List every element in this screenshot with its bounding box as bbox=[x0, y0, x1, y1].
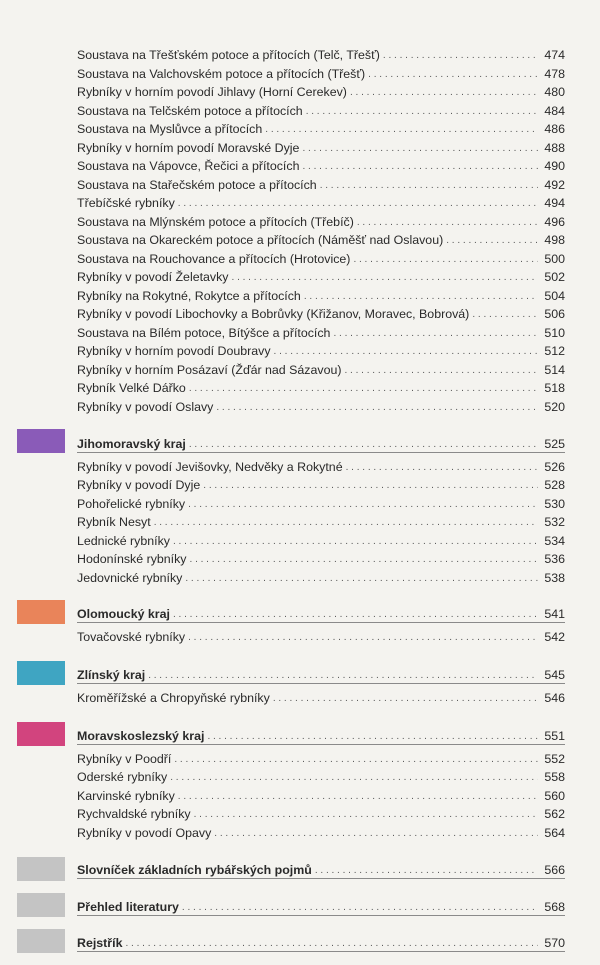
toc-section-heading[interactable] bbox=[77, 897, 565, 916]
toc-entry[interactable] bbox=[77, 475, 565, 493]
toc-entry-page: 500 bbox=[544, 252, 565, 266]
leader-dots bbox=[125, 937, 538, 951]
toc-entry-page: 492 bbox=[544, 178, 565, 192]
leader-dots bbox=[170, 771, 538, 785]
leader-dots bbox=[304, 290, 538, 304]
toc-entry-title: Třebíčské rybníky bbox=[77, 196, 175, 210]
region-color-swatch-jihomoravsky bbox=[17, 429, 65, 453]
toc-entry[interactable] bbox=[77, 688, 565, 706]
toc-entry-page: 560 bbox=[544, 789, 565, 803]
toc-entry-page: 512 bbox=[544, 344, 565, 358]
toc-entry[interactable] bbox=[77, 82, 565, 100]
toc-entry-page: 490 bbox=[544, 159, 565, 173]
toc-entry[interactable] bbox=[77, 767, 565, 785]
leader-dots bbox=[154, 516, 538, 530]
toc-entry-page: 486 bbox=[544, 122, 565, 136]
toc-entry[interactable] bbox=[77, 101, 565, 119]
leader-dots bbox=[265, 123, 538, 137]
toc-section-heading[interactable] bbox=[77, 726, 565, 745]
toc-section-heading[interactable] bbox=[77, 604, 565, 623]
toc-section-page: 541 bbox=[544, 607, 565, 621]
leader-dots bbox=[333, 327, 538, 341]
toc-entry-title: Soustava na Třešťském potoce a přítocích (Telč, Třešť) bbox=[77, 48, 380, 62]
toc-entry-title: Soustava na Myslůvce a přítocích bbox=[77, 122, 263, 136]
leader-dots bbox=[173, 608, 538, 622]
leader-dots bbox=[315, 864, 538, 878]
leader-dots bbox=[306, 105, 538, 119]
toc-entry-page: 534 bbox=[544, 534, 565, 548]
toc-section-heading[interactable] bbox=[77, 933, 565, 952]
toc-entry[interactable] bbox=[77, 397, 565, 415]
toc-entry-page: 514 bbox=[544, 363, 565, 377]
toc-entry[interactable] bbox=[77, 267, 565, 285]
toc-section-page: 551 bbox=[544, 729, 565, 743]
toc-entry[interactable] bbox=[77, 804, 565, 822]
toc-entry-title: Rybníky v horním Posázaví (Žďár nad Sázavou) bbox=[77, 363, 342, 377]
section-color-swatch-literature bbox=[17, 893, 65, 917]
toc-section-page: 545 bbox=[544, 668, 565, 682]
toc-entry-page: 502 bbox=[544, 270, 565, 284]
toc-entry-page: 494 bbox=[544, 196, 565, 210]
leader-dots bbox=[273, 692, 538, 706]
leader-dots bbox=[194, 808, 538, 822]
toc-entry-page: 536 bbox=[544, 552, 565, 566]
toc-entry-page: 530 bbox=[544, 497, 565, 511]
toc-entry-title: Lednické rybníky bbox=[77, 534, 170, 548]
toc-entry-title: Soustava na Bílém potoce, Bítýšce a přítocích bbox=[77, 326, 331, 340]
leader-dots bbox=[203, 479, 538, 493]
toc-entry-page: 504 bbox=[544, 289, 565, 303]
toc-entry[interactable] bbox=[77, 175, 565, 193]
toc-entry-title: Rybníky v povodí Želetavky bbox=[77, 270, 229, 284]
toc-section-title: Slovníček základních rybářských pojmů bbox=[77, 863, 312, 877]
toc-entry-page: 510 bbox=[544, 326, 565, 340]
toc-section-page: 568 bbox=[544, 900, 565, 914]
toc-entry-page: 488 bbox=[544, 141, 565, 155]
toc-section-heading[interactable] bbox=[77, 434, 565, 453]
toc-entry-title: Rybníky v povodí Oslavy bbox=[77, 400, 214, 414]
leader-dots bbox=[472, 308, 538, 322]
toc-entry-title: Rybníky v povodí Opavy bbox=[77, 826, 212, 840]
toc-entry-title: Rybník Velké Dářko bbox=[77, 381, 186, 395]
toc-section-heading[interactable] bbox=[77, 860, 565, 879]
leader-dots bbox=[350, 86, 538, 100]
toc-entry-page: 496 bbox=[544, 215, 565, 229]
toc-entry-title: Rybníky v Poodří bbox=[77, 752, 172, 766]
toc-entry-title: Oderské rybníky bbox=[77, 770, 168, 784]
leader-dots bbox=[173, 535, 538, 549]
leader-dots bbox=[302, 142, 538, 156]
toc-entry-title: Rybníky v povodí Libochovky a Bobrůvky (Křižanov, Moravec, Bobrová) bbox=[77, 307, 470, 321]
toc-entry-page: 564 bbox=[544, 826, 565, 840]
toc-entry-page: 542 bbox=[544, 630, 565, 644]
toc-entry[interactable] bbox=[77, 304, 565, 322]
leader-dots bbox=[320, 179, 538, 193]
toc-entry[interactable] bbox=[77, 378, 565, 396]
leader-dots bbox=[189, 382, 538, 396]
leader-dots bbox=[353, 253, 538, 267]
leader-dots bbox=[185, 572, 538, 586]
toc-entry-title: Soustava na Vápovce, Řečici a přítocích bbox=[77, 159, 300, 173]
toc-entry-page: 532 bbox=[544, 515, 565, 529]
leader-dots bbox=[207, 730, 538, 744]
toc-entry-title: Kroměřížské a Chropyňské rybníky bbox=[77, 691, 270, 705]
toc-entry[interactable] bbox=[77, 64, 565, 82]
toc-section-title: Zlínský kraj bbox=[77, 668, 146, 682]
region-color-swatch-moravskoslezsky bbox=[17, 722, 65, 746]
leader-dots bbox=[216, 401, 538, 415]
toc-entry-page: 480 bbox=[544, 85, 565, 99]
leader-dots bbox=[302, 160, 538, 174]
toc-entry-title: Soustava na Stařečském potoce a přítocích bbox=[77, 178, 317, 192]
toc-section-page: 525 bbox=[544, 437, 565, 451]
toc-entry-title: Soustava na Okareckém potoce a přítocích (Náměšť nad Oslavou) bbox=[77, 233, 444, 247]
leader-dots bbox=[182, 901, 538, 915]
leader-dots bbox=[368, 68, 538, 82]
toc-entry[interactable] bbox=[77, 786, 565, 804]
toc-entry-title: Rychvaldské rybníky bbox=[77, 807, 191, 821]
toc-section-page: 570 bbox=[544, 936, 565, 950]
toc-entry[interactable] bbox=[77, 286, 565, 304]
toc-entry[interactable] bbox=[77, 323, 565, 341]
leader-dots bbox=[446, 234, 538, 248]
toc-section-title: Rejstřík bbox=[77, 936, 123, 950]
toc-entry-page: 562 bbox=[544, 807, 565, 821]
toc-section-heading[interactable] bbox=[77, 665, 565, 684]
toc-entry-title: Soustava na Mlýnském potoce a přítocích (Třebíč) bbox=[77, 215, 354, 229]
toc-entry[interactable] bbox=[77, 823, 565, 841]
toc-entry[interactable] bbox=[77, 230, 565, 248]
toc-entry-title: Rybníky v povodí Jevišovky, Nedvěky a Rokytné bbox=[77, 460, 343, 474]
toc-entry-page: 526 bbox=[544, 460, 565, 474]
toc-entry-page: 538 bbox=[544, 571, 565, 585]
toc-entry-page: 518 bbox=[544, 381, 565, 395]
toc-entry-title: Rybníky v horním povodí Jihlavy (Horní Cerekev) bbox=[77, 85, 347, 99]
section-color-swatch-index bbox=[17, 929, 65, 953]
toc-section-title: Olomoucký kraj bbox=[77, 607, 170, 621]
toc-entry[interactable] bbox=[77, 549, 565, 567]
section-color-swatch-glossary bbox=[17, 857, 65, 881]
leader-dots bbox=[274, 345, 538, 359]
leader-dots bbox=[232, 271, 538, 285]
leader-dots bbox=[346, 461, 538, 475]
toc-entry-title: Rybníky v horním povodí Doubravy bbox=[77, 344, 271, 358]
leader-dots bbox=[190, 553, 538, 567]
leader-dots bbox=[174, 753, 538, 767]
region-color-swatch-zlinsky bbox=[17, 661, 65, 685]
toc-entry[interactable] bbox=[77, 341, 565, 359]
toc-section-title: Moravskoslezský kraj bbox=[77, 729, 205, 743]
toc-entry[interactable] bbox=[77, 156, 565, 174]
toc-entry-page: 498 bbox=[544, 233, 565, 247]
leader-dots bbox=[345, 364, 539, 378]
toc-entry-page: 484 bbox=[544, 104, 565, 118]
leader-dots bbox=[178, 790, 538, 804]
toc-entry-title: Soustava na Rouchovance a přítocích (Hrotovice) bbox=[77, 252, 351, 266]
toc-entry[interactable] bbox=[77, 119, 565, 137]
toc-entry[interactable] bbox=[77, 360, 565, 378]
toc-entry[interactable] bbox=[77, 568, 565, 586]
toc-entry[interactable] bbox=[77, 249, 565, 267]
toc-entry-title: Karvinské rybníky bbox=[77, 789, 175, 803]
toc-entry[interactable] bbox=[77, 494, 565, 512]
leader-dots bbox=[383, 49, 538, 63]
toc-entry-title: Pohořelické rybníky bbox=[77, 497, 186, 511]
toc-entry[interactable] bbox=[77, 457, 565, 475]
toc-entry-title: Soustava na Valchovském potoce a přítocích (Třešť) bbox=[77, 67, 366, 81]
toc-entry-title: Rybníky na Rokytné, Rokytce a přítocích bbox=[77, 289, 301, 303]
toc-entry-page: 528 bbox=[544, 478, 565, 492]
toc-entry-page: 552 bbox=[544, 752, 565, 766]
toc-entry[interactable] bbox=[77, 138, 565, 156]
toc-entry[interactable] bbox=[77, 45, 565, 63]
toc-section-page: 566 bbox=[544, 863, 565, 877]
toc-entry-page: 520 bbox=[544, 400, 565, 414]
leader-dots bbox=[148, 669, 538, 683]
toc-section-title: Jihomoravský kraj bbox=[77, 437, 186, 451]
toc-entry[interactable] bbox=[77, 212, 565, 230]
toc-entry-page: 558 bbox=[544, 770, 565, 784]
toc-entry-title: Tovačovské rybníky bbox=[77, 630, 186, 644]
toc-entry-title: Rybník Nesyt bbox=[77, 515, 151, 529]
toc-entry-page: 506 bbox=[544, 307, 565, 321]
toc-entry-page: 478 bbox=[544, 67, 565, 81]
toc-entry-page: 546 bbox=[544, 691, 565, 705]
toc-entry-title: Hodonínské rybníky bbox=[77, 552, 187, 566]
leader-dots bbox=[214, 827, 538, 841]
toc-section-title: Přehled literatury bbox=[77, 900, 179, 914]
toc-entry[interactable] bbox=[77, 627, 565, 645]
toc-entry-title: Rybníky v horním povodí Moravské Dyje bbox=[77, 141, 300, 155]
toc-entry[interactable] bbox=[77, 512, 565, 530]
toc-entry-page: 474 bbox=[544, 48, 565, 62]
toc-entry-title: Rybníky v povodí Dyje bbox=[77, 478, 201, 492]
toc-entry[interactable] bbox=[77, 749, 565, 767]
leader-dots bbox=[188, 631, 538, 645]
region-color-swatch-olomoucky bbox=[17, 600, 65, 624]
leader-dots bbox=[188, 498, 538, 512]
leader-dots bbox=[189, 438, 538, 452]
toc-entry[interactable] bbox=[77, 193, 565, 211]
leader-dots bbox=[357, 216, 538, 230]
toc-entry-title: Jedovnické rybníky bbox=[77, 571, 183, 585]
toc-entry[interactable] bbox=[77, 531, 565, 549]
leader-dots bbox=[178, 197, 538, 211]
toc-entry-title: Soustava na Telčském potoce a přítocích bbox=[77, 104, 303, 118]
